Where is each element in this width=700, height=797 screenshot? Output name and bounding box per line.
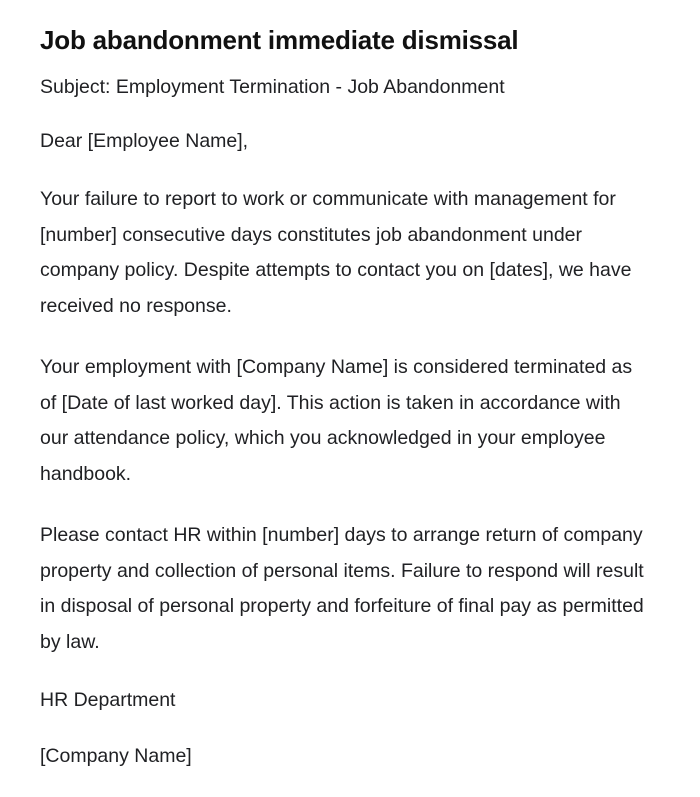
subject-line: Subject: Employment Termination - Job Abandonment [40,76,505,98]
body-paragraph-1: Your failure to report to work or communicate with management for [number] consecutive days constitutes job abandonment under company policy. Despite attempts to contact you on [dates], we have received no response. [40,188,632,317]
signature-department: HR Department [40,689,176,711]
salutation: Dear [Employee Name], [40,130,249,152]
body-paragraph-2: Your employment with [Company Name] is considered terminated as of [Date of last worked day]. This action is taken in accordance with our attendance policy, which you acknowledged in your employee handbook. [40,356,633,485]
body-paragraph-3: Please contact HR within [number] days to arrange return of company property and collection of personal items. Failure to respond will result in disposal of personal property and forfeiture of final pay as permitted by law. [40,524,644,653]
signature-company: [Company Name] [40,745,192,767]
page-title: Job abandonment immediate dismissal [40,25,519,55]
